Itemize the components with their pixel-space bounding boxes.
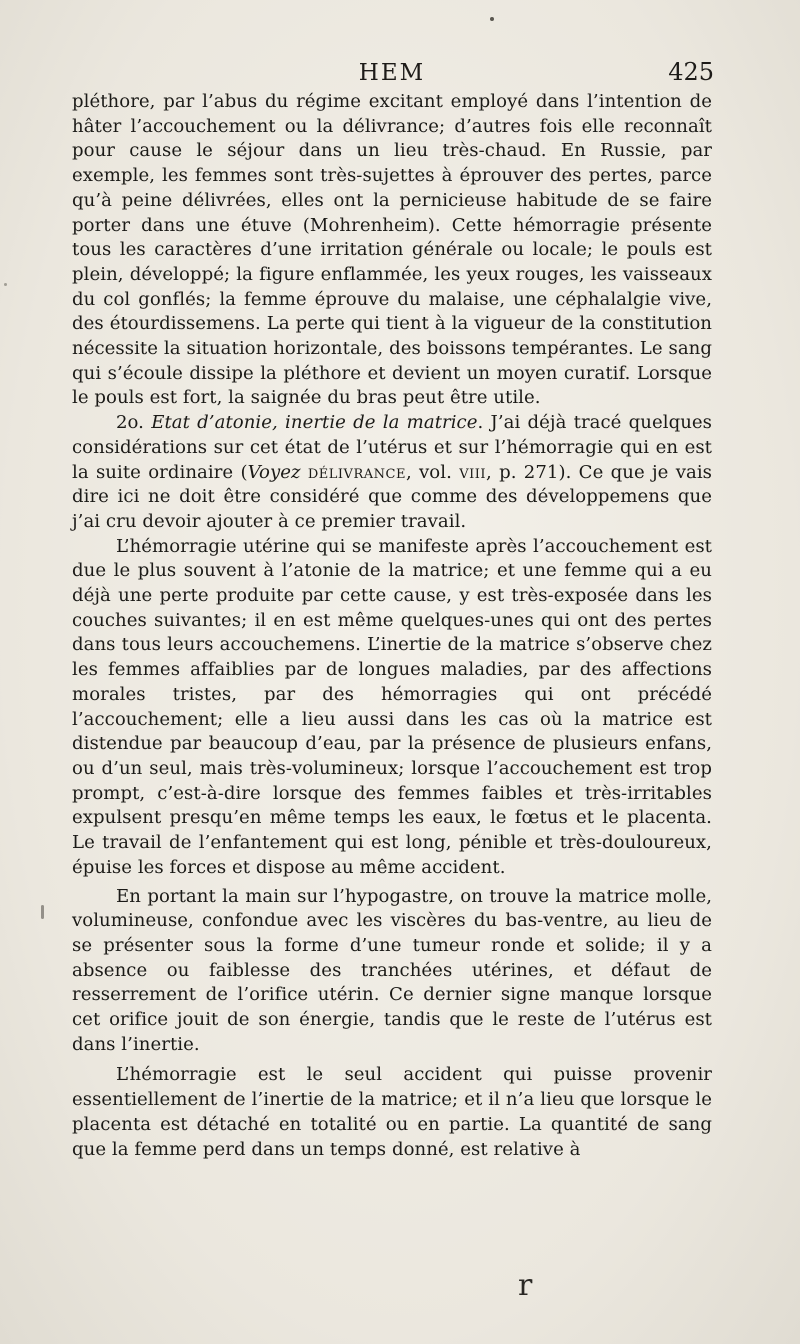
text-segment: , vol. [405,461,460,483]
paragraph [72,885,712,1058]
text-segment: L’hémorragie utérine qui se manifeste après l’accouchement est due le plus souvent à l’atonie de la matrice; et une femme qui a eu déjà une perte produite par cette cause, y est très-exposée dans les couches suivantes; il en est même quelques-unes qui ont des pertes dans tous leurs accouchemens. L’inertie de la matrice s’observe chez les femmes affaiblies par de longues maladies, par des affections morales tristes, par des hémorragies qui ont précédé l’accouchement; elle a lieu aussi dans les cas où la matrice est distendue par beaucoup d’eau, par la présence de plusieurs enfans, ou d’un seul, mais très-volumineux; lorsque l’accouchement est trop prompt, c’est-à-dire lorsque des femmes faibles et très-irritables expulsent presqu’en même temps les eaux, le fœtus et le placenta. Le travail de l’enfantement qui est long, pénible et très-douloureux, épuise les forces et dispose au même accident. [72,535,712,878]
page-header [70,58,714,94]
text-segment: délivrance [307,461,406,483]
paragraph [72,535,712,881]
paragraph [72,1063,712,1162]
text-segment: pléthore, par l’abus du régime excitant employé dans l’intention de hâter l’accouchement ou la délivrance; d’autres fois elle reconnaît pour cause le séjour dans un lieu très-chaud. En Russie, par exemple, les femmes sont très-sujettes à éprouver des pertes, parce qu’à peine délivrées, elles ont la pernicieuse habitude de se faire porter dans une étuve (Mohrenheim). Cette hémorragie présente tous les caractères d’une irritation générale ou locale; le pouls est plein, développé; la figure enflammée, les yeux rouges, les vaisseaux du col gonflés; la femme éprouve du malaise, une céphalalgie vive, des étourdissemens. La perte qui tient à la vigueur de la constitution nécessite la situation horizontale, des boissons tempérantes. Le sang qui s’écoule dissipe la pléthore et devient un moyen curatif. Lorsque le pouls est fort, la saignée du bras peut être utile. [72,91,712,409]
text-segment: Voyez [247,461,301,483]
paper-speck [4,283,7,286]
running-head: HEM [358,60,426,86]
paper-speck [490,17,494,21]
paragraph [72,90,712,411]
body-text [72,90,712,1162]
signature-mark: r [518,1268,533,1303]
text-segment: L’hémorragie est le seul accident qui puisse provenir essentiellement de l’inertie de la matrice; et il n’a lieu que lorsque le placenta est détaché en totalité ou en partie. La quantité de sang que la femme perd dans un temps donné, est relative à [72,1064,712,1160]
paper-speck [41,905,44,919]
page-number: 425 [668,58,714,86]
text-segment: 2o. [116,412,152,434]
text-segment: , p. 271). Ce que je vais dire ici ne doit être considéré que comme des développemens que j’ai cru devoir ajouter à ce premier travail. [72,461,712,532]
text-segment: . J’ai déjà tracé quelques considérations sur cet état de l’utérus et sur l’hémorragie qui en est la suite ordinaire ( [72,412,712,483]
paragraph [72,411,712,535]
text-segment: En portant la main sur l’hypogastre, on trouve la matrice molle, volumineuse, confondue avec les viscères du bas-ventre, au lieu de se présenter sous la forme d’une tumeur ronde et solide; il y a absence ou faiblesse des tranchées utérines, et défaut de resserrement de l’orifice utérin. Ce dernier signe manque lorsque cet orifice jouit de son énergie, tandis que le reste de l’utérus est dans l’inertie. [72,885,712,1055]
text-segment [301,462,308,483]
text-segment: viii [459,461,486,483]
text-segment: Etat d’atonie, inertie de la matrice [151,412,478,434]
